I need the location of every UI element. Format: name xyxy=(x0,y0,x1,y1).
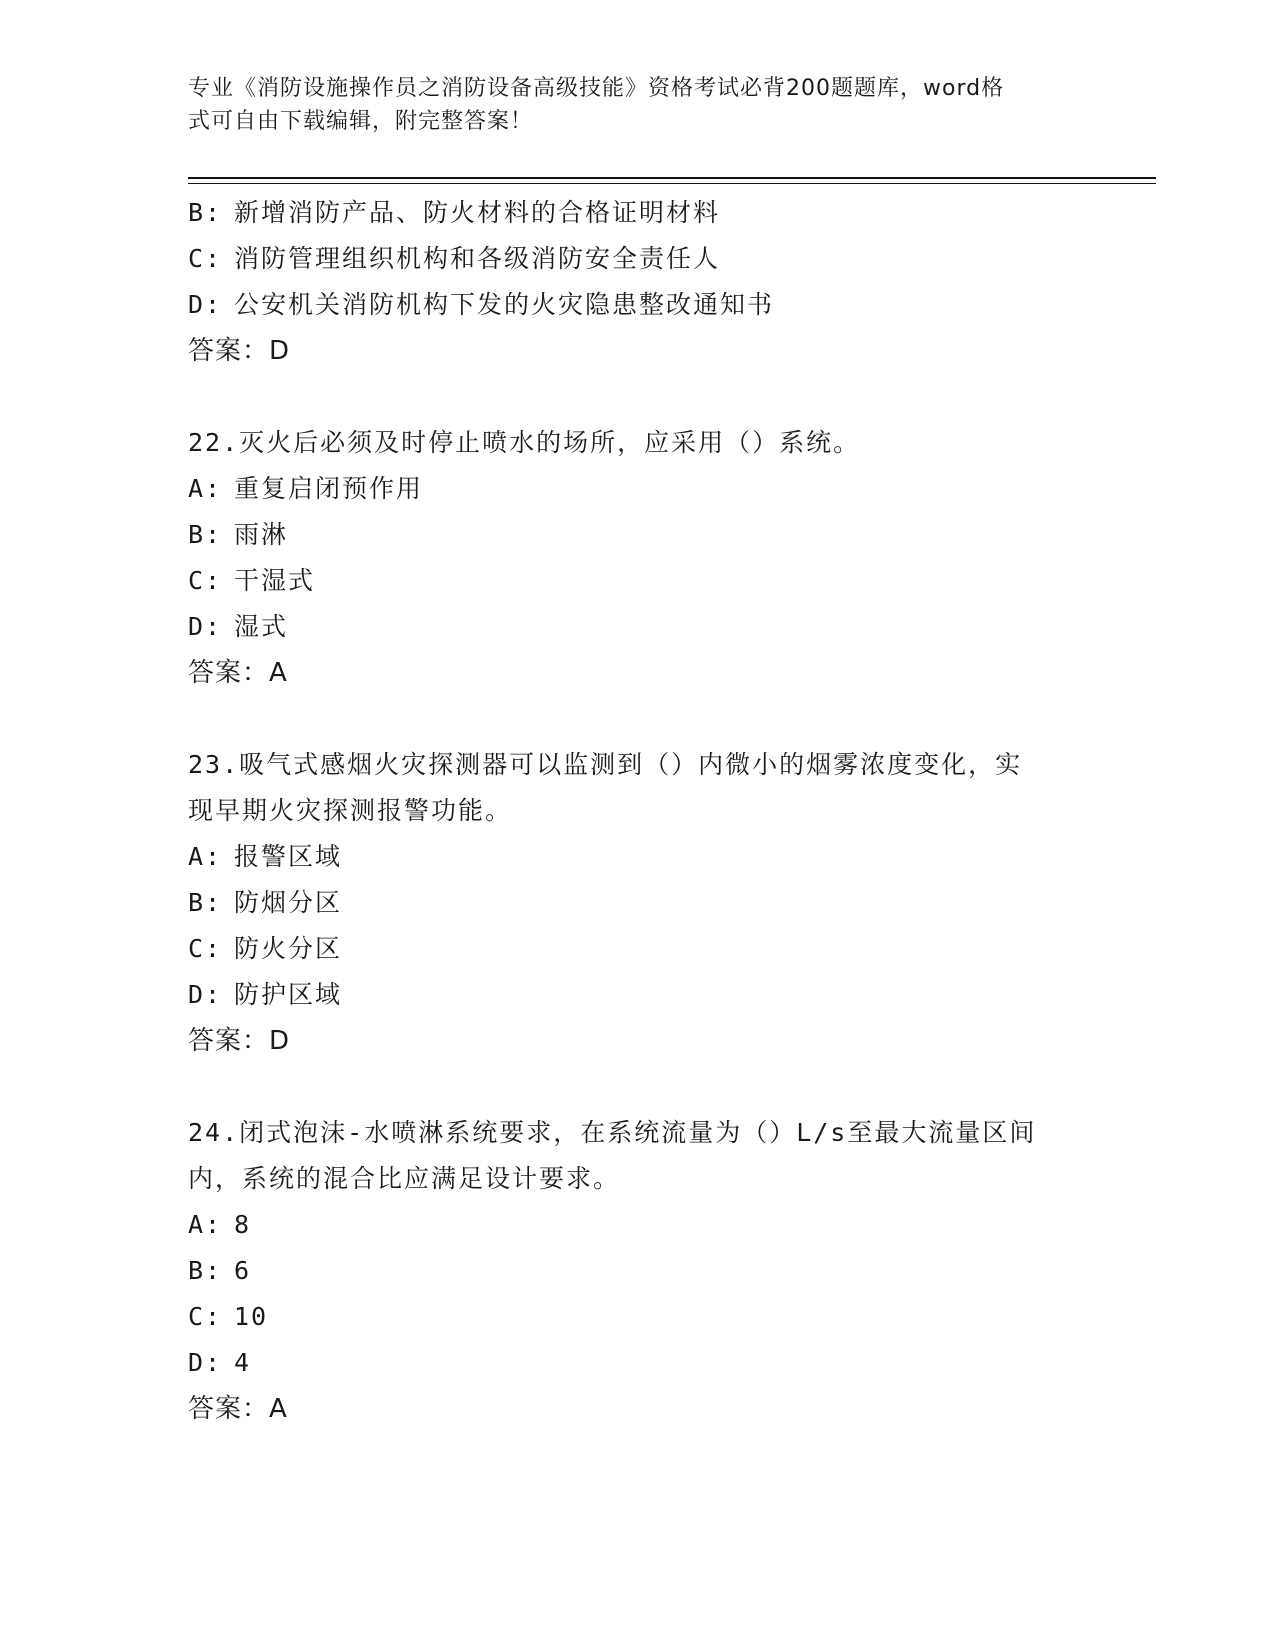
question-text-cont: 现早期火灾探测报警功能。 xyxy=(188,796,513,825)
option-d: D: 公安机关消防机构下发的火灾隐患整改通知书 xyxy=(188,290,775,319)
header-divider-thin xyxy=(188,183,1156,184)
option-a: A: 报警区域 xyxy=(188,842,343,871)
answer: 答案：A xyxy=(188,658,288,688)
answer: 答案：A xyxy=(188,1394,288,1424)
option-c: C: 10 xyxy=(188,1302,269,1331)
answer: 答案：D xyxy=(188,1026,291,1056)
question-24 xyxy=(188,1110,1088,1432)
question-23 xyxy=(188,742,1088,1064)
question-text-cont: 内，系统的混合比应满足设计要求。 xyxy=(188,1164,621,1193)
option-a: A: 8 xyxy=(188,1210,252,1239)
question-text: 23.吸气式感烟火灾探测器可以监测到（）内微小的烟雾浓度变化，实 xyxy=(188,750,1023,779)
question-text: 24.闭式泡沫-水喷淋系统要求，在系统流量为（）L/s至最大流量区间 xyxy=(188,1118,1037,1147)
option-c: C: 防火分区 xyxy=(188,934,343,963)
option-b: B: 6 xyxy=(188,1256,252,1285)
option-d: D: 湿式 xyxy=(188,612,289,641)
answer: 答案：D xyxy=(188,336,291,366)
document-body xyxy=(188,190,1088,1432)
option-d: D: 防护区域 xyxy=(188,980,343,1009)
option-c: C: 干湿式 xyxy=(188,566,316,595)
option-c: C: 消防管理组织机构和各级消防安全责任人 xyxy=(188,244,721,273)
option-d: D: 4 xyxy=(188,1348,252,1377)
document-header xyxy=(188,72,1068,138)
header-line-1: 专业《消防设施操作员之消防设备高级技能》资格考试必背200题题库，word格 xyxy=(188,76,1005,101)
option-a: A: 重复启闭预作用 xyxy=(188,474,424,503)
header-divider-thick xyxy=(188,177,1156,179)
option-b: B: 防烟分区 xyxy=(188,888,343,917)
header-line-2: 式可自由下载编辑，附完整答案！ xyxy=(188,109,534,134)
question-21-continued xyxy=(188,190,1088,374)
question-22 xyxy=(188,420,1088,696)
option-b: B: 新增消防产品、防火材料的合格证明材料 xyxy=(188,198,721,227)
question-text: 22.灭火后必须及时停止喷水的场所，应采用（）系统。 xyxy=(188,428,861,457)
option-b: B: 雨淋 xyxy=(188,520,289,549)
